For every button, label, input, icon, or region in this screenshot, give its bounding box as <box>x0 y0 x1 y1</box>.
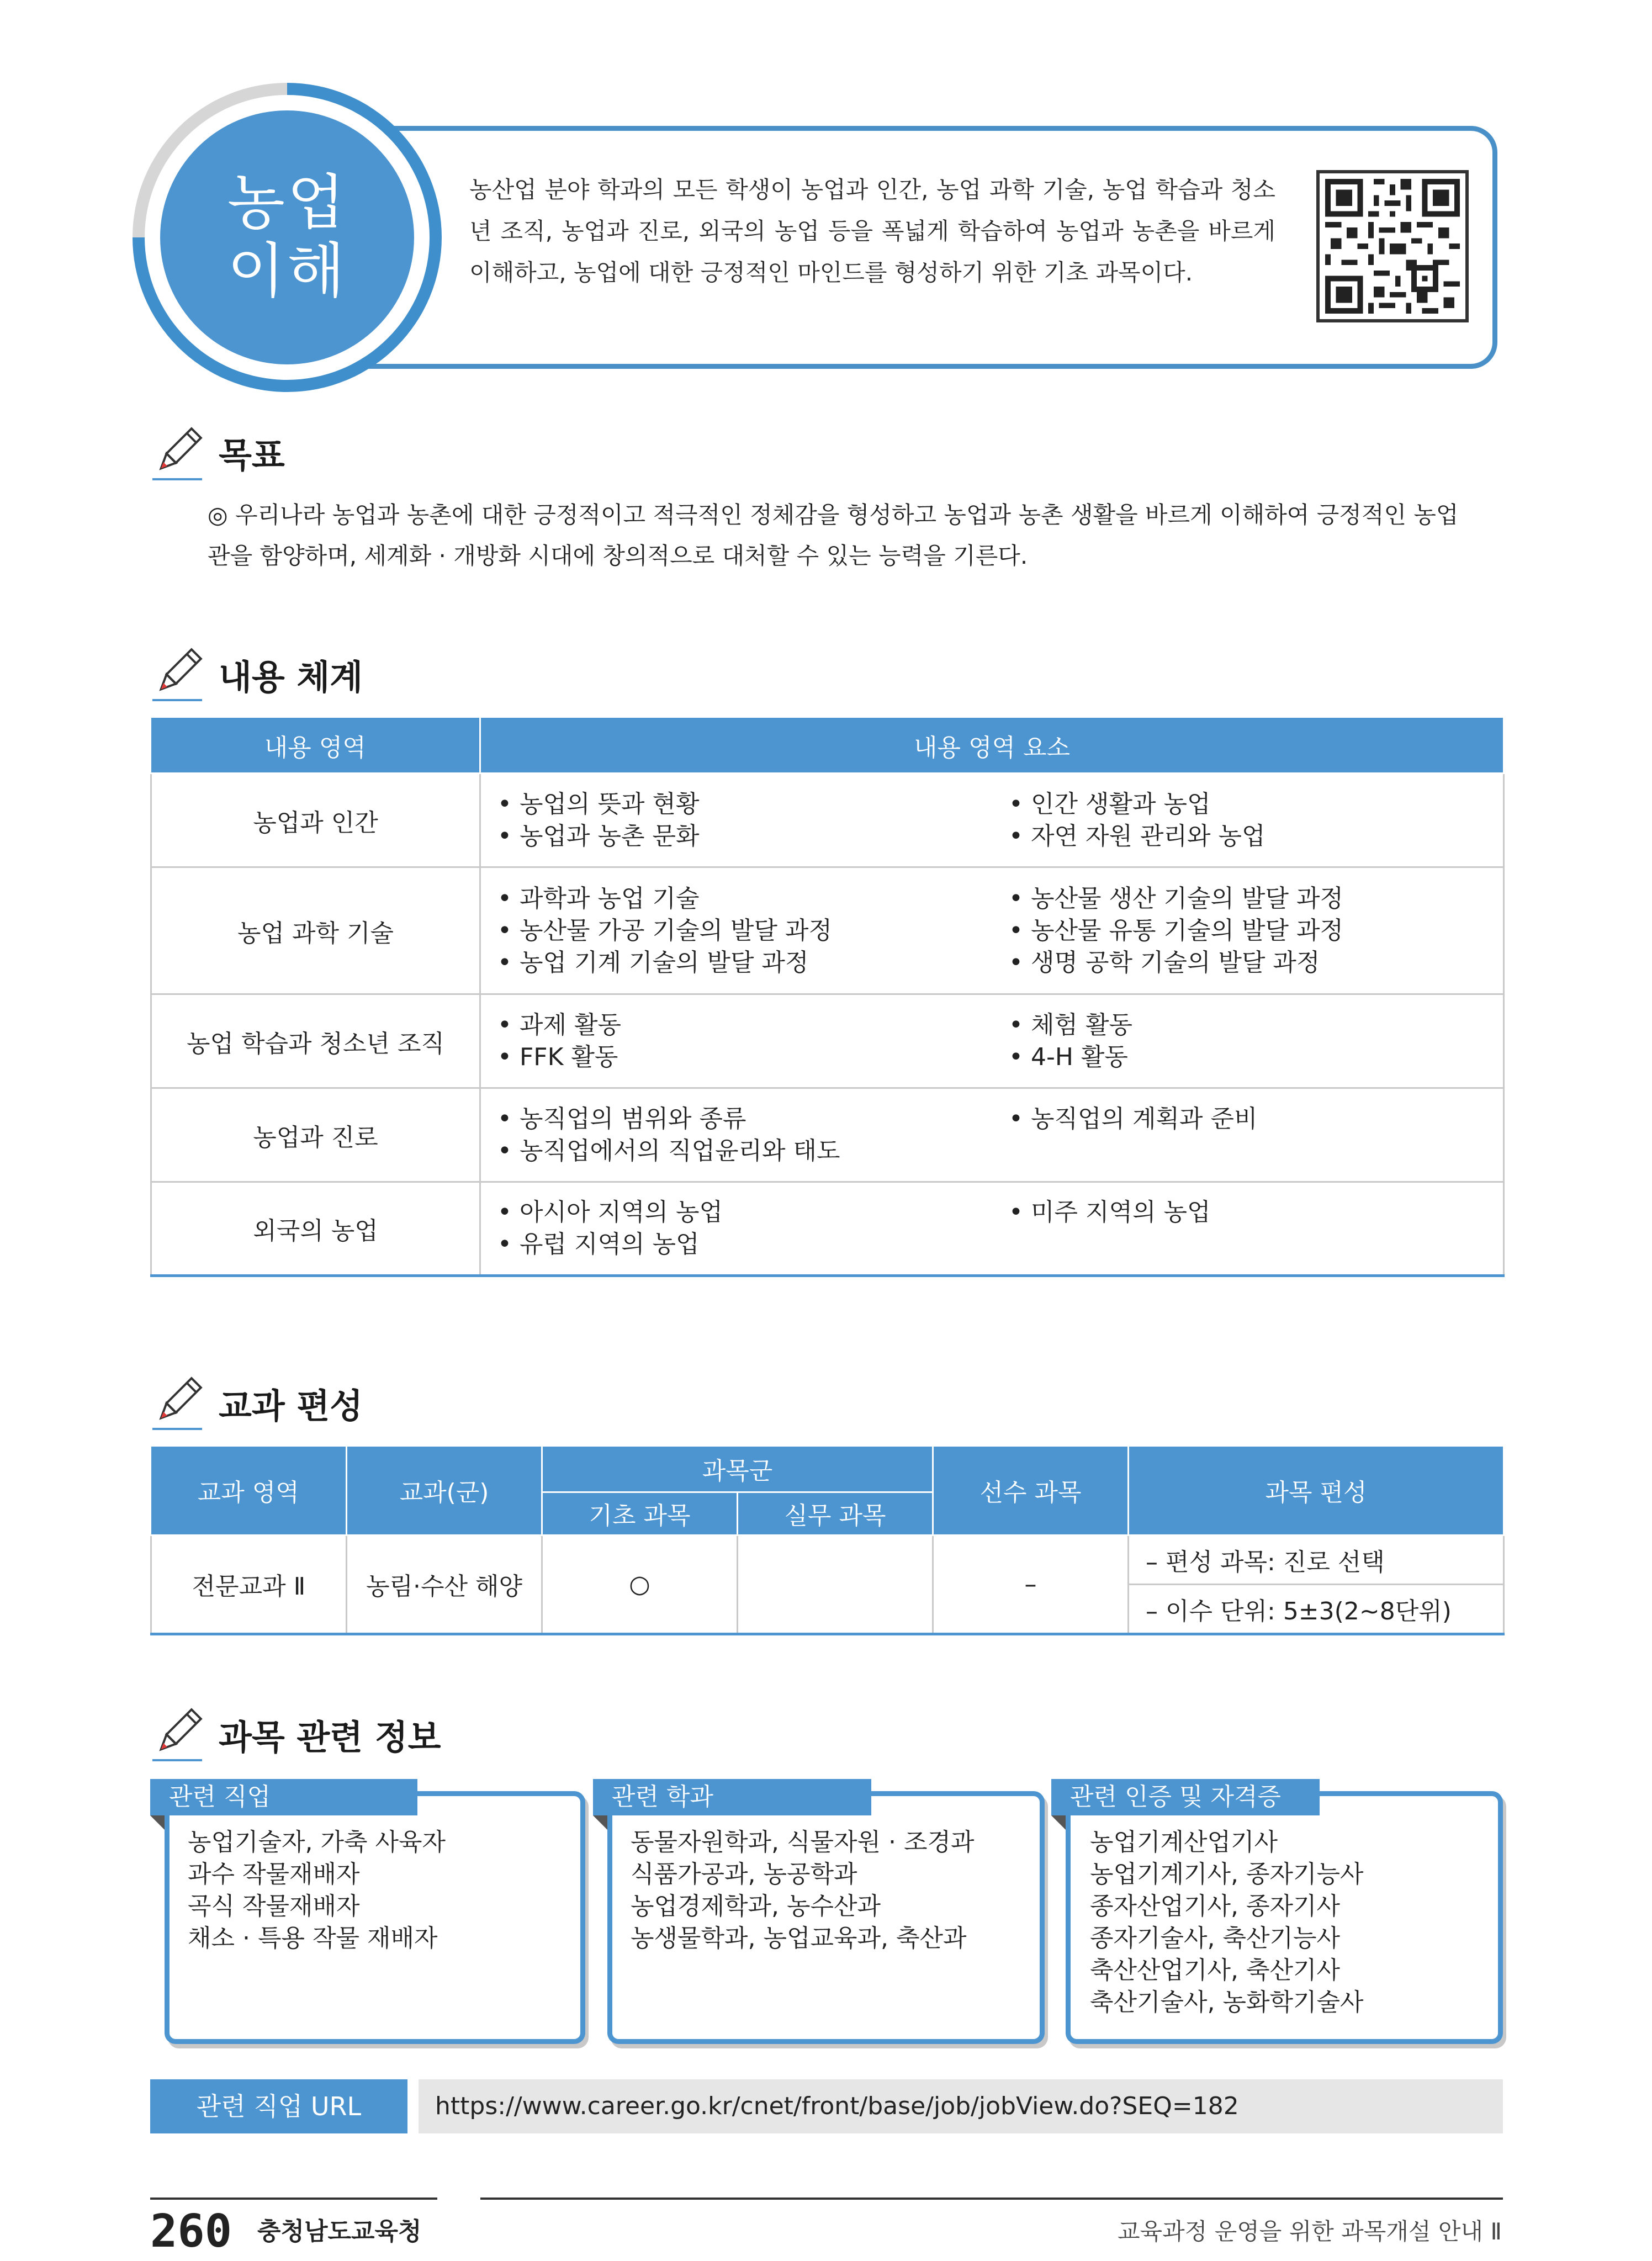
subject-title-line1: 농업 <box>227 168 347 237</box>
list-item: • 4-H 활동 <box>1009 1041 1506 1073</box>
content-elements <box>480 1088 1504 1182</box>
list-item: 축산산업기사, 축산기사 <box>1090 1956 1341 1984</box>
list-item: 동물자원학과, 식물자원 · 조경과 <box>631 1828 975 1856</box>
cell-subject: 농림·수산 해양 <box>347 1535 542 1634</box>
cell-basic: ○ <box>542 1535 738 1634</box>
list-item: 종자기술사, 축산기능사 <box>1090 1924 1341 1952</box>
page-number: 260 <box>150 2205 232 2258</box>
list-item: • 농직업의 범위와 종류 <box>497 1103 1009 1135</box>
content-area: 농업 과학 기술 <box>151 867 480 994</box>
list-item: • 농산물 가공 기술의 발달 과정 <box>497 915 1009 947</box>
content-system-table <box>150 718 1505 1277</box>
pencil-icon <box>149 1375 204 1432</box>
cell-composition-2: – 이수 단위: 5±3(2~8단위) <box>1129 1584 1504 1634</box>
footer-divider-right <box>480 2198 1503 2200</box>
cell-prereq: – <box>933 1535 1129 1634</box>
related-certifications-list <box>1090 1826 1364 2019</box>
list-item: • 과학과 농업 기술 <box>497 883 1009 915</box>
col-header-prereq: 선수 과목 <box>933 1447 1129 1535</box>
table-row <box>151 1535 1504 1584</box>
list-item: 곡식 작물재배자 <box>188 1892 360 1920</box>
table-row <box>151 867 1504 994</box>
col-header-subject: 교과(군) <box>347 1447 542 1535</box>
related-departments-label: 관련 학과 <box>593 1779 871 1815</box>
tab-fold <box>1051 1815 1066 1830</box>
col-header-elements: 내용 영역 요소 <box>480 718 1504 774</box>
curriculum-heading: 교과 편성 <box>219 1386 363 1426</box>
list-item: • FFK 활동 <box>497 1041 1009 1073</box>
related-certifications-label: 관련 인증 및 자격증 <box>1051 1779 1320 1815</box>
content-elements <box>480 867 1504 994</box>
list-item: 축산기술사, 농화학기술사 <box>1090 1988 1364 2016</box>
col-header-area: 교과 영역 <box>151 1447 347 1535</box>
col-header-basic: 기초 과목 <box>542 1492 738 1535</box>
content-elements <box>480 1182 1504 1276</box>
list-item: • 농산물 유통 기술의 발달 과정 <box>1009 915 1506 947</box>
related-jobs-label: 관련 직업 <box>150 1779 417 1815</box>
goal-text: ◎ 우리나라 농업과 농촌에 대한 긍정적이고 적극적인 정체감을 형성하고 농업과 농촌 생활을 바르게 이해하여 긍정적인 농업관을 함양하며, 세계화 · 개방화 시대에 창의적으로 대처할 수 있는 능력을 기른다. <box>208 501 1459 569</box>
list-item: • 농산물 생산 기술의 발달 과정 <box>1009 883 1506 915</box>
list-item: 농업경제학과, 농수산과 <box>631 1892 881 1920</box>
footer-divider-left <box>150 2198 437 2200</box>
list-item: • 인간 생활과 농업 <box>1009 788 1506 820</box>
curriculum-table <box>150 1447 1505 1635</box>
subject-title-line2: 이해 <box>227 237 347 306</box>
related-info-heading: 과목 관련 정보 <box>219 1717 441 1757</box>
table-row <box>151 1088 1504 1182</box>
list-item: • 체험 활동 <box>1009 1009 1506 1041</box>
list-item: • 농직업에서의 직업윤리와 태도 <box>497 1135 1009 1167</box>
tab-fold <box>150 1815 165 1830</box>
related-departments-list <box>631 1826 974 1955</box>
col-header-practical: 실무 과목 <box>738 1492 933 1535</box>
organization-name: 충청남도교육청 <box>257 2217 422 2246</box>
content-area: 농업과 진로 <box>151 1088 480 1182</box>
list-item: • 농업과 농촌 문화 <box>497 820 1009 852</box>
list-item: • 과제 활동 <box>497 1009 1009 1041</box>
list-item: • 아시아 지역의 농업 <box>497 1196 1009 1229</box>
qr-code-icon[interactable] <box>1316 170 1469 322</box>
list-item: 농업기술자, 가축 사육자 <box>188 1828 446 1856</box>
list-item: 식품가공과, 농공학과 <box>631 1860 857 1888</box>
document-title: 교육과정 운영을 위한 과목개설 안내 Ⅱ <box>1117 2218 1502 2245</box>
list-item: 농생물학과, 농업교육과, 축산과 <box>631 1924 967 1952</box>
subject-badge <box>160 110 414 364</box>
cell-composition-1: – 편성 과목: 진로 선택 <box>1129 1535 1504 1584</box>
list-item: 농업기계기사, 종자기능사 <box>1090 1860 1364 1888</box>
list-item: 과수 작물재배자 <box>188 1860 360 1888</box>
pencil-icon <box>149 646 204 703</box>
related-url-link[interactable]: https://www.career.go.kr/cnet/front/base/job/jobView.do?SEQ=182 <box>419 2079 1503 2133</box>
content-area: 농업 학습과 청소년 조직 <box>151 994 480 1088</box>
cell-practical <box>738 1535 933 1634</box>
table-row <box>151 774 1504 867</box>
list-item: • 생명 공학 기술의 발달 과정 <box>1009 947 1506 979</box>
list-item: 농업기계산업기사 <box>1090 1828 1278 1856</box>
content-system-heading: 내용 체계 <box>219 657 363 697</box>
cell-area: 전문교과 Ⅱ <box>151 1535 347 1634</box>
col-header-group: 과목군 <box>542 1447 933 1492</box>
subject-description: 농산업 분야 학과의 모든 학생이 농업과 인간, 농업 과학 기술, 농업 학습과 청소년 조직, 농업과 진로, 외국의 농업 등을 폭넓게 학습하여 농업과 농촌을 바르게 이해하고, 농업에 대한 긍정적인 마인드를 형성하기 위한 기초 과목이다. <box>469 176 1275 286</box>
table-row <box>151 994 1504 1088</box>
related-url-label: 관련 직업 URL <box>150 2079 407 2133</box>
tab-fold <box>593 1815 607 1830</box>
list-item: • 유럽 지역의 농업 <box>497 1229 1009 1261</box>
related-jobs-list <box>188 1826 446 1955</box>
content-area: 농업과 인간 <box>151 774 480 867</box>
list-item: • 농업 기계 기술의 발달 과정 <box>497 947 1009 979</box>
pencil-icon <box>149 1706 204 1764</box>
list-item: • 미주 지역의 농업 <box>1009 1196 1506 1229</box>
content-elements <box>480 774 1504 867</box>
list-item: 채소 · 특용 작물 재배자 <box>188 1924 438 1952</box>
table-row <box>151 1182 1504 1276</box>
col-header-composition: 과목 편성 <box>1129 1447 1504 1535</box>
goal-heading: 목표 <box>219 435 285 475</box>
list-item: 종자산업기사, 종자기사 <box>1090 1892 1341 1920</box>
list-item: • 자연 자원 관리와 농업 <box>1009 820 1506 852</box>
col-header-area: 내용 영역 <box>151 718 480 774</box>
content-area: 외국의 농업 <box>151 1182 480 1276</box>
pencil-icon <box>149 425 204 483</box>
list-item: • 농업의 뜻과 현황 <box>497 788 1009 820</box>
content-elements <box>480 994 1504 1088</box>
list-item: • 농직업의 계획과 준비 <box>1009 1103 1506 1135</box>
